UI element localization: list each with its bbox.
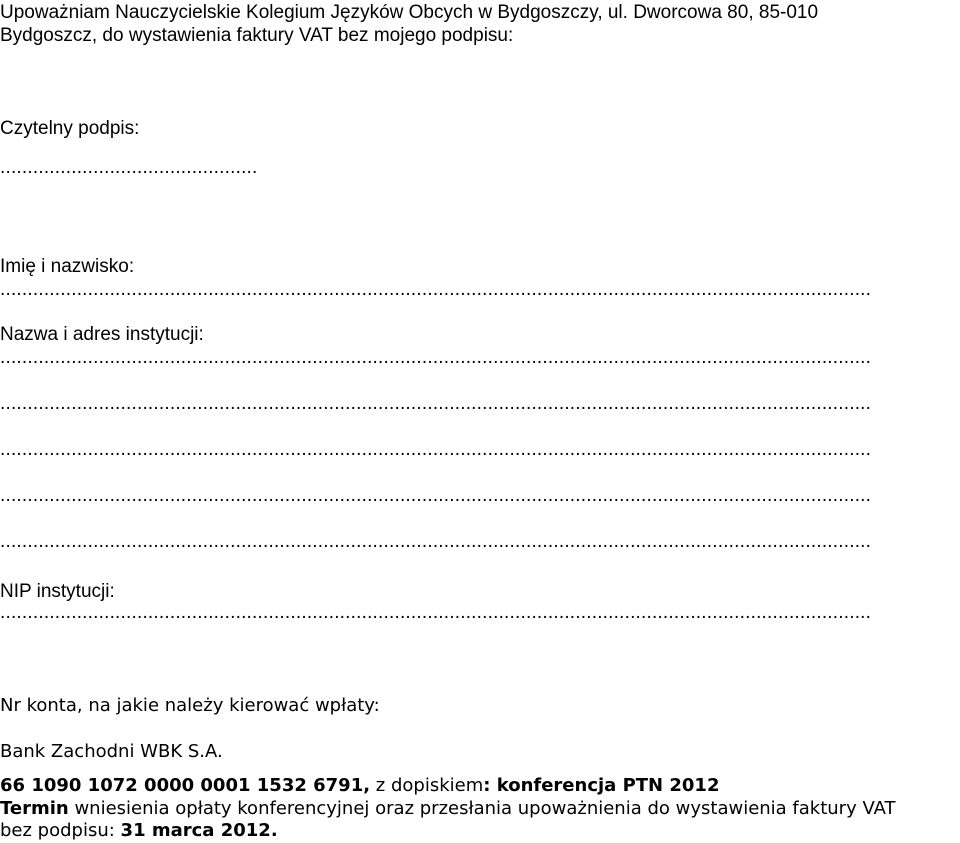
signature-dots: ............................................... bbox=[0, 158, 258, 178]
account-label: Nr konta, na jakie należy kierować wpłaty: bbox=[0, 695, 380, 716]
institution-dots-2: ............................................................................................................................................................... bbox=[0, 394, 872, 414]
deadline-text: wniesienia opłaty konferencyjnej oraz przesłania upoważnienia do wystawienia faktury VAT bbox=[68, 798, 896, 819]
account-line bbox=[0, 774, 719, 798]
institution-dots-1: ............................................................................................................................................................... bbox=[0, 348, 872, 368]
note-prefix: z dopiskiem bbox=[370, 775, 484, 796]
note-label: : konferencja PTN 2012 bbox=[483, 775, 720, 796]
deadline-date: 31 marca 2012. bbox=[120, 820, 278, 841]
deadline-word: Termin bbox=[0, 798, 69, 819]
name-label: Imię i nazwisko: bbox=[0, 256, 135, 277]
intro-line-1: Upoważniam Nauczycielskie Kolegium Języków Obcych w Bydgoszczy, ul. Dworcowa 80, 85-010 bbox=[0, 2, 819, 23]
institution-dots-4: ............................................................................................................................................................... bbox=[0, 486, 872, 506]
bank-name: Bank Zachodni WBK S.A. bbox=[0, 741, 223, 762]
deadline-line-2 bbox=[0, 819, 278, 843]
account-number: 66 1090 1072 0000 0001 1532 6791, bbox=[0, 775, 371, 796]
nip-label: NIP instytucji: bbox=[0, 581, 115, 602]
signature-label: Czytelny podpis: bbox=[0, 118, 140, 139]
name-dots: ............................................................................................................................................................... bbox=[0, 280, 872, 300]
institution-dots-3: ............................................................................................................................................................... bbox=[0, 440, 872, 460]
deadline-text-2: bez podpisu: bbox=[0, 820, 121, 841]
institution-dots-5: ............................................................................................................................................................... bbox=[0, 532, 872, 552]
intro-line-2: Bydgoszcz, do wystawienia faktury VAT bez mojego podpisu: bbox=[0, 25, 514, 46]
deadline-line-1 bbox=[0, 797, 896, 821]
nip-dots: ............................................................................................................................................................... bbox=[0, 603, 872, 623]
institution-label: Nazwa i adres instytucji: bbox=[0, 324, 204, 345]
